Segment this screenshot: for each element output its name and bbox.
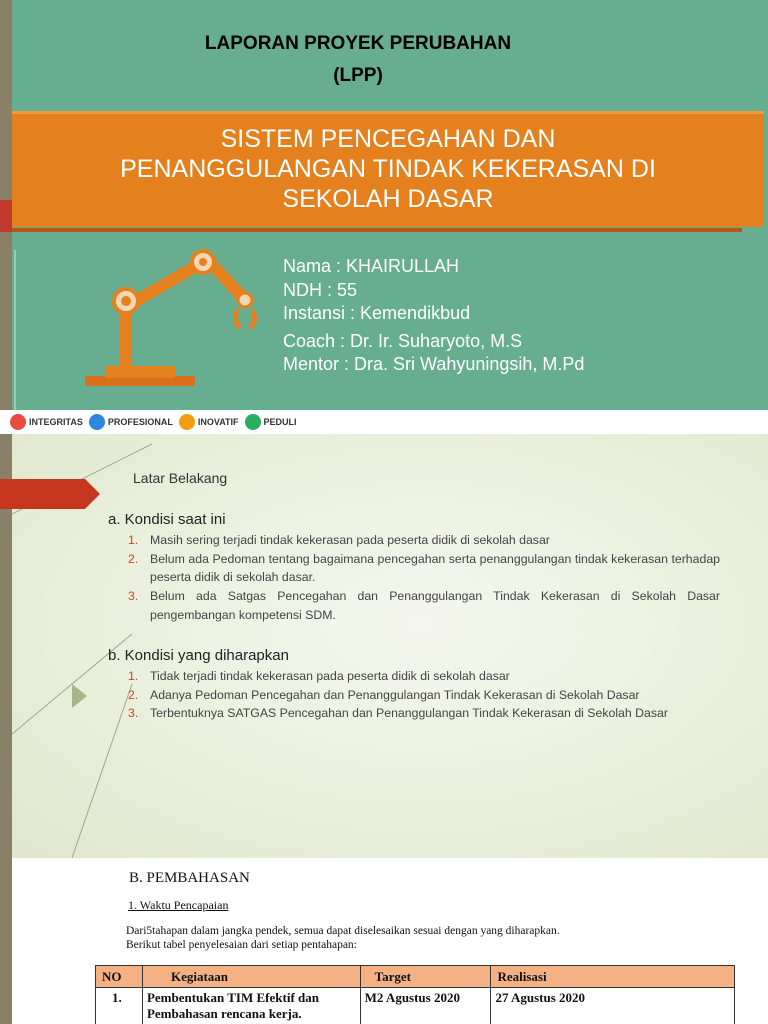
subsection-title: 1. Waktu Pencapaian [128,898,229,912]
list-text: Masih sering terjadi tindak kekerasan pada peserta didik di sekolah dasar [150,533,550,547]
section-b-title: b. Kondisi yang diharapkan [108,647,289,664]
report-title [0,28,716,92]
value-label: PEDULI [263,417,297,427]
background-slide [0,434,768,858]
list-text: Terbentuknya SATGAS Pencegahan dan Penanggulangan Tindak Kekerasan di Sekolah Dasar [150,706,668,721]
slide-heading: Latar Belakang [133,470,228,486]
intro-paragraph [126,925,560,952]
list-text: Tidak terjadi tindak kekerasan pada peserta didik di sekolah dasar [150,669,510,683]
column-header-kegiatan: Kegiataan [142,966,360,988]
value-integritas [10,414,83,430]
list-text: Adanya Pedoman Pencegahan dan Penanggulangan Tindak Kekerasan di Sekolah Dasar [150,687,640,702]
value-profesional [89,414,173,430]
cell-line: Pembentukan TIM Efektif dan [146,990,319,1005]
info-instansi: Instansi : Kemendikbud [283,303,471,323]
cell-target: M2 Agustus 2020 [360,988,491,1024]
paragraph-line: Dari5tahapan dalam jangka pendek, semua dapat diselesaikan sesuai dengan yang diharapkan. [126,925,560,937]
info-mentor: Mentor : Dra. Sri Wahyuningsih, M.Pd [283,354,585,374]
section-a-title: a. Kondisi saat ini [108,511,226,528]
list-text: Belum ada Pedoman tentang bagaimana pencegahan serta penanggulangan tindak kekerasan terhadap peserta didik di sekolah dasar. [150,551,720,585]
cell-realisasi: 27 Agustus 2020 [491,988,735,1024]
list-item [128,704,720,723]
project-title-line: SEKOLAH DASAR [282,185,494,213]
report-title-line: LAPORAN PROYEK PERUBAHAN [204,33,512,54]
table-row [96,988,735,1024]
cell-kegiatan [142,988,360,1024]
title-slide [0,0,768,410]
peduli-icon [245,414,261,430]
list-number: 1. [128,533,139,547]
discussion-slide [0,858,768,1024]
list-item [128,667,720,686]
cell-no: 1. [96,988,143,1024]
column-header-target: Target [360,966,491,988]
column-header-no: NO [96,966,143,988]
value-label: PROFESIONAL [107,417,173,427]
inovatif-icon [179,414,195,430]
band-shadow [12,228,742,232]
profesional-icon [89,414,105,430]
column-header-realisasi: Realisasi [491,966,735,988]
list-number: 2. [128,687,139,702]
left-accent-strip [0,858,12,1024]
progress-table [95,965,735,1024]
identity-info [283,255,584,377]
project-title-line: PENANGGULANGAN TINDAK KEKERASAN DI [120,155,656,183]
value-peduli [245,414,297,430]
info-ndh: NDH : 55 [283,279,358,300]
value-label: INOVATIF [197,417,239,427]
info-coach: Coach : Dr. Ir. Suharyoto, M.S [283,330,523,351]
paragraph-line: Berikut tabel penyelesaian dari setiap pentahapan: [126,938,357,951]
section-a-list [128,531,720,625]
list-text: Belum ada Satgas Pencegahan dan Penanggulangan Tindak Kekerasan di Sekolah Dasar pengembangan kompetensi SDM. [150,589,720,622]
decorative-line [14,250,16,410]
section-title: B. PEMBAHASAN [129,870,250,886]
list-item [128,587,720,624]
list-number: 1. [128,669,139,683]
list-item [128,531,720,550]
section-b-list [128,667,720,723]
list-number: 3. [128,589,139,604]
list-number: 2. [128,551,139,566]
list-item [128,550,720,587]
list-item [128,686,720,705]
value-label: INTEGRITAS [29,417,83,427]
title-band [12,111,764,227]
info-nama: Nama : KHAIRULLAH [283,256,460,276]
report-title-line: (LPP) [333,65,383,86]
red-accent-tab [0,200,12,232]
project-title [12,124,764,214]
table-header-row [96,966,735,988]
robot-arm-icon [80,248,270,393]
list-number: 3. [128,706,139,721]
section-arrow [0,479,100,509]
project-title-line: SISTEM PENCEGAHAN DAN [220,125,556,153]
integritas-icon [10,414,26,430]
value-inovatif [179,414,239,430]
core-values-bar [0,410,768,434]
cell-line: Pembahasan rencana kerja. [146,1006,302,1021]
